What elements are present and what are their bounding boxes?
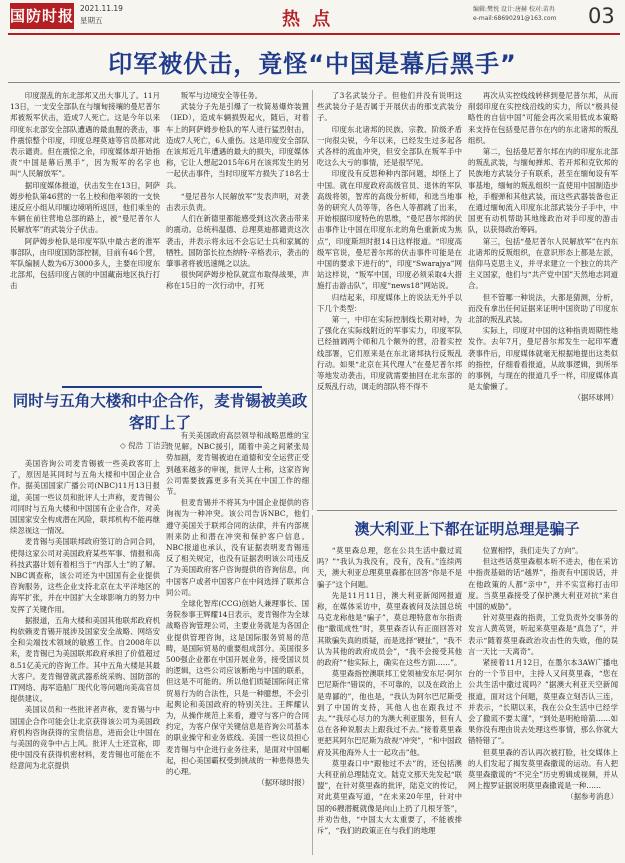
article1-column-4 xyxy=(468,90,618,505)
paragraph: 紧接着11月12日，在墨尔本3AW广播电台的一个节目中，主持人又问莫里森，“您在公共生活中撒过谎吗？”据澳大利亚天空新闻报道，面对这个问题，莫里森立刻否认三连，并表示，“长期以来，我在公众生活中已经学会了撒谎不要太谨”，“到处是明枪暗箭……如果你没有理由说去处理这些事情，那么你就大错特错了”。 xyxy=(468,658,618,746)
article3-divider xyxy=(317,510,617,511)
paragraph: 阿萨姆步枪队是印度军队中最古老的准军事部队，由印度国防部控制，目前有46个营，军队编制人数为6万3000多人，主要在印度东北部邦，包括印度占领的中国藏南地区执行打击 xyxy=(10,236,160,291)
paragraph: 但不管哪一种说法，大都是猜测，分析，而没有拿出任何证据来证明中国资助了印度东北部的叛乱武装。 xyxy=(468,292,618,325)
subheadline-rule xyxy=(62,386,262,388)
paragraph: 印度没有反思种种内部问题，却怪上了中国。就在印度政府高级官员、退休的军队高级将领，智库的高级分析师，和选当地事务的研究人员等等，各色人等都跳了出来，开始根据印度特色的思维，“曼尼普尔邦的伏击事件让中国在印度东北的角色重新成为焦点”，印度斯坦时报14日这样报道。“印度高级军官说，曼尼普尔邦的伏击事件可能是在中国的要求下进行的”，印度“Swarajya”网站这样说，“叛军中国，印度必须采取4大措施打击游击队”，印度“news18”网站说。 xyxy=(317,169,462,291)
masthead xyxy=(0,0,625,36)
paragraph: 印度东北诸邦的民族、宗教、阶级矛盾一向很尖锐，今年以来，已经发生过多起各式各样的流血冲突，但安全部队在叛军手中吃这么大亏的事情，还是很罕见。 xyxy=(317,124,462,168)
section-title: 热 点 xyxy=(282,9,334,30)
article3-headline: 澳大利亚上下都在证明总理是骗子 xyxy=(354,520,580,538)
article1-column-3 xyxy=(317,90,462,505)
paragraph: （据环球网） xyxy=(573,393,618,403)
article3-column-1 xyxy=(317,545,462,858)
article2-column-2 xyxy=(166,430,309,858)
paragraph: 据印度媒体报道，伏击发生在13日，阿萨姆步枪队第46营的一名上校和他率领的一支快速反应小组从印缅边境哨所返回，他们乘坐的车辆在前往营地总部的路上，被“曼尼普尔人民解放军”的武装分子伏击。 xyxy=(10,180,160,235)
paragraph: 第二，包括曼尼普尔邦在内的印度东北部的叛乱武装，与缅甸掸邦、若开邦和克钦邦的民族地方武装分子有联系，甚至在缅甸设有军事基地，缅甸的叛乱组织一直使用中国制造步枪，手榴弹和其他武装，而这些武器装备也正在通过缅甸流入印度东北部武装分子手中，中国更有动机帮助其地缘政治对手印度的游击队，以获得政治筹码。 xyxy=(468,147,618,235)
paragraph: 但这些话莫里森根本听不进去，他在采访中指责基础的话“越界”，指责有中国说话，并在他政策的人都“亲中”，并不实宣称打击印度。当莫里森接受了保护澳大利亚对抗“来自中国的威胁”。 xyxy=(468,557,618,612)
article3-column-2 xyxy=(468,545,618,858)
paragraph: 有关美国政府高层领导和战略思维的宝贵见解。NBC援引，随着中美之间紧张局势加剧，麦肯锡被迫在道德和安全运营正受到越来越多的审视，批评人士称，这家咨询公司需要披露更多有关其在中国工作的细节。 xyxy=(166,431,309,497)
column-divider xyxy=(312,90,313,510)
main-headline: 印军被伏击，竟怪“中国是幕后黑手” xyxy=(108,50,517,78)
paragraph: （据参考消息） xyxy=(566,792,618,802)
paragraph: 位置相悖，我们走失了方向”。 xyxy=(482,546,583,555)
paragraph: （据环球时报） xyxy=(257,778,309,788)
headline-divider xyxy=(8,82,620,83)
paragraph: 据报道，五角大楼和美国其他联邦政府机构依赖麦肯锡开展涉及国家安全战略、网络安全和尖端技术领域的敏感工作。自2008年以来，麦肯锡已为美国联邦政府承担了价值超过8.51亿美元的咨询工作。其中五角大楼是其最大客户。麦肯锡曾就武器系统采购、国防部的IT网络、海军造船厂现代化等问题向美高官员提供建议。 xyxy=(10,615,160,704)
paragraph: 武装分子先是引爆了一枚简易爆炸装置（IED），造成车辆损毁起火，随后，对着车上的阿萨姆步枪队的军人进行猛烈射击，造成7人死亡，6人重伤。这是印度安全部队在该邦近几年遭遇的最大的损失，印度媒体称，它让人想起2015年6月在该邦发生的另一起伏击事件，当时印度军方损失了18名士兵。 xyxy=(166,102,309,190)
date-text: 2021.11.19 xyxy=(80,4,123,13)
paragraph: 针对莫里森的指责，工党负责外交事务的发言人黄英贤，听起来莫里森是“真急了”，并表示“随着莫里森政治攻击性的失败，他的误言一天比一天离奇”。 xyxy=(468,613,618,656)
paragraph: 印度混乱的东北部邦又出大事儿了。11月13日，一支安全部队在与缅甸接壤的曼尼普尔邦被叛军伏击，造成7人死亡。这是今年以来印度东北部安全部队遭遇的最血腥的袭击，事件震惊整个印度，印度总理莫迪等官员都对此表示谴责。但在震惊之余，印度媒体却开始指责“中国是幕后黑手”，因为叛军的名字也叫“人民解放军”。 xyxy=(10,91,160,179)
page-number: 03 xyxy=(588,4,615,28)
paragraph: 莫里森口中“跟他过不去”的，还包括澳大利亚前总理陆克文。陆克文那天先发起“联盟”，在针对莫里森的批评，陆克文的传记，对此莫里森写道，“在未来20年里，针对中国的6艘潜艇就像是向山上扔了几根牙签”，并劝告他，“中国太大太重要了，不能被排斥”，“我们的政策正在与我们的地理 xyxy=(317,758,462,836)
column-divider xyxy=(312,515,313,855)
paragraph: 实际上，印度对中国的这种指责周期性地发作。去年7月，曼尼普尔邦发生一起印军遭袭事件后，印度媒体就毫无根据地提出这类似的指控，仔细看看报道，从故事逻辑，到所举的事例，与现在的报道几乎一样，印度媒体真是太偷懒了。 xyxy=(468,326,618,392)
paragraph: 第一，中印在实际控制线长期对峙，为了强化在实际线附近的军事实力，印度军队已经抽调两个师和几个额外的营，沿着实控线部署，它们原来是在东北诸邦执行反叛乱行动。如果“北京在其代理人”在曼尼普尔邦等地发动袭击，印度就需要抽回在北东部的反叛乱行动，调走的部队将不得不 xyxy=(317,315,462,392)
paragraph: 了3名武装分子。但他们并没有说明这些武装分子是否属于开展伏击的那支武装分子。 xyxy=(317,91,462,123)
issue-date xyxy=(80,3,123,27)
editor-names: 编辑:樊悦 设计:唐赫 校对:苗冉 xyxy=(473,6,555,13)
weekday-text: 星期五 xyxy=(80,16,103,25)
paragraph: 但莫里森的否认再次被打脸，社交媒体上的人们发起了揭发莫里森撒谎的运动。有人把莫里森撒谎的“不完全”历史剪辑成视频，并从网上搜罗证据说明莫里森撒谎是一种…… xyxy=(468,747,618,791)
paragraph: “曼尼普尔人民解放军”发表声明，对袭击表示负责。 xyxy=(166,191,309,213)
paragraph: “莫里森总理，您在公共生活中撒过谎吗？”“我认为我没有，没有，没有。”连续两天，澳大利亚总理莫里森都在回答“你是不是骗子”这个问题。 xyxy=(317,546,462,589)
paragraph: 再次从实控线线转移到曼尼普尔邦，从而削弱印度在实控线沿线的实力，所以“极具侵略性的自信中国”可能会再次采用低成本策略来支持在包括曼尼普尔在内的东北诸邦的叛乱组织。 xyxy=(468,91,618,145)
paragraph: 第三，包括“曼尼普尔人民解放军”在内东北诸邦的反叛组织，在意识形态上都是左派，信仰马克思主义，并寻求建立一个独立的共产主义国家，他们与“共产党中国”天然地志同道合。 xyxy=(468,236,618,291)
paragraph: 很快阿萨姆步枪队就宣布取得战果，声称在15日的一次行动中，打死 xyxy=(166,270,309,291)
article2-headline: 同时与五角大楼和中企合作，麦肯锡被美政客盯上了 xyxy=(12,392,308,432)
article1-column-2 xyxy=(166,90,309,380)
paragraph: 美国议员和一些批评者声称，麦肯锡与中国国企合作可能会让北京获得该公司为美国政府机构咨询获得的宝贵信息，进而会让中国在与美国的竞争中占上风。批评人士还宣称，即使中国没有获得机密材料，麦肯锡也可能在不经意间为北京提供 xyxy=(10,705,160,771)
paragraph: 但麦肯锡并不将其为中国企业提供的咨询视为一种冲突。该公司告诉NBC，他们遵守美国关于联邦合同的法律，并有内部规则来防止和潜在冲突和保护客户信息。NBC报道也承认，没有证据表明麦肯锡违反了相关规定，也没有证据表明该公司违反了为美国政府客户咨询提供的咨询信息，向中国客户或者中国客户在中间选择了联邦合同公司。 xyxy=(166,498,309,597)
paragraph: 莫里森指控澳联邦工党领袖安东尼·阿尔巴尼斯作“错误的，不可靠的，以及在政治上是卑鄙的”，他也是，“我认为阿尔巴尼斯受到了中国的支持，其他人也在跟我过不去。”“我尽心尽力的为澳大利亚服务，但有人总在各种说服去上跟我过不去。”接着莫里森更把其阿尔巴尼斯为敌视“冲突”，“和中国政府及其他海外人士一起攻击”他。 xyxy=(317,669,462,757)
masthead-divider xyxy=(8,33,620,35)
article1-column-1 xyxy=(10,90,160,380)
paragraph: 美国咨询公司麦肯锡被一些美政客盯上了，原因是其同时与五角大楼和中国企业合作。据美国国家广播公司(NBC)11月13日报道，美国一些议员和批评人士声称，麦肯锡公司同时与五角大楼和中国国有企业合作，对美国国家安全构成潜在风险，联邦机构不能再继续忽视这一情况。 xyxy=(10,459,160,536)
paragraph: 叛军与边境安全等任务。 xyxy=(180,91,263,100)
paragraph: 归结起来，印度媒体上的说法无外乎以下几个类型： xyxy=(317,292,462,313)
paragraph: 全球化智库(CCG)创始人兼理事长、国务院参事王辉耀14日表示，麦肯锡作为全球战略咨询管理公司，主要业务就是为各国企业提供管理咨询，这是国际服务贸易的范畴，是国际贸易的重要组成部分。美国很多500强企业都在中国开展业务，接受国议员的逻辑，这些公司应该断绝与中国的联系，但这是不可能的。所以他们质疑国际间正常贸易行为的合法性，只是一种臆想，不会引起舆论和美国政府的特别关注。王辉耀认为，从操作规范上来看，遵守与客户的合同约定，为客户保守关键信息是咨询公司基本的职业操守和业务底线。美国一些议员担心麦肯锡与中企进行业务往来，是面对中国崛起，担心美国霸权受到挑战的一种患得患失的心理。 xyxy=(166,599,309,777)
editor-credits xyxy=(473,5,556,23)
editor-email: e-mail:68690291@163.com xyxy=(473,15,557,22)
paragraph: 人们在新德里都能感受到这次袭击带来的震动。总统科温德、总理莫迪都谴责这次袭击，并表示将永远不会忘记士兵和家属的牺牲。国防部长拉杰纳特·辛格表示，袭击的肇事者将被迅速绳之以法。 xyxy=(166,214,309,269)
paragraph: 先是11月11日，澳大利亚新闻网报道称，在媒体采访中，莫里森被问及法国总统马克龙称他是“骗子”，莫总理特意布尔指责他“撒谎成性”时，莫里森否认有正面回答对其欺骗失真的质疑，而是选择“硬扯”，“我不认为其他的政府成员会”，“我不会接受其他的政府”“他实际上，确实在这些方面……”。 xyxy=(317,590,462,668)
paragraph: 麦肯锡与美国联邦政府签订的合同合同，使得这家公司对美国政府某些军事、情报和高科技武器计划有着相当于“内部人士”的了解。NBC调查称，该公司还为中国国有企业提供咨询服务，这些企业支持北京在太平洋地区的海军扩张，并在中国扩大全球影响力的努力中发挥了关键作用。 xyxy=(10,537,160,614)
newspaper-logo: 国防时报 xyxy=(10,3,74,29)
article2-column-1 xyxy=(10,458,160,858)
article2-byline: ◇ 倪浩 丁洁芸 xyxy=(120,441,169,450)
